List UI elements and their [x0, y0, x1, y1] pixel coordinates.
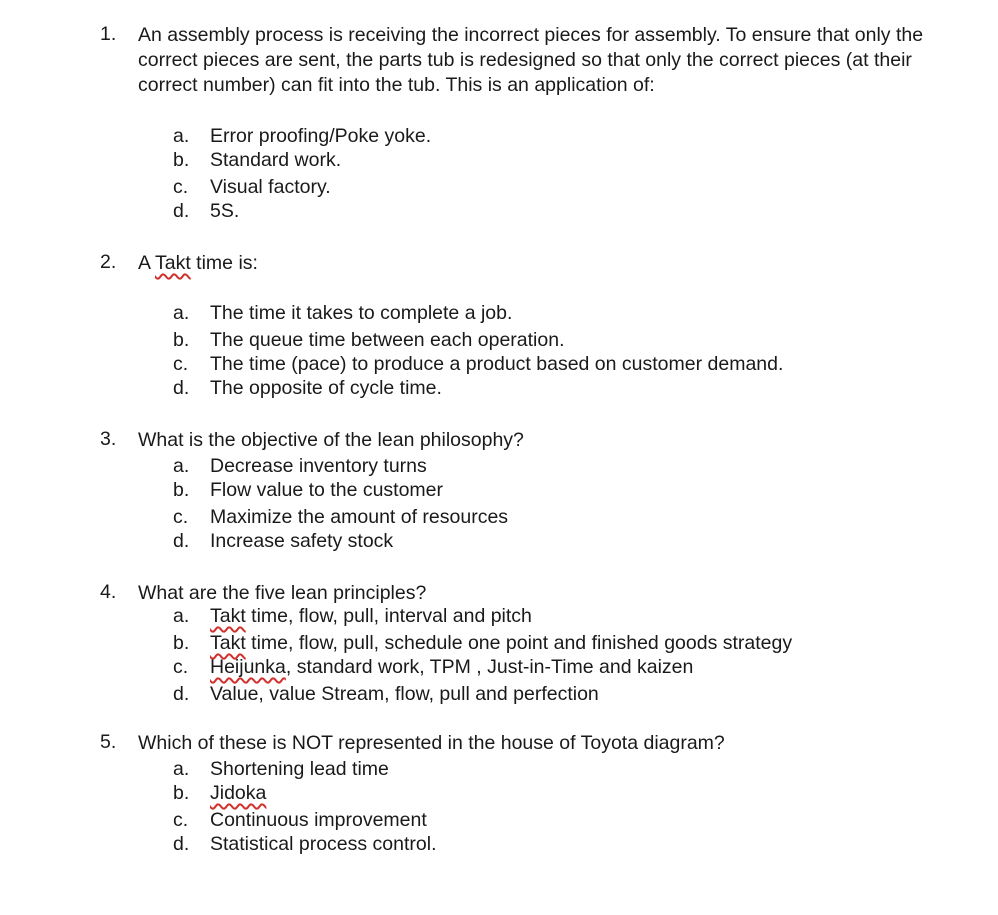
- option-text: Visual factory.: [210, 176, 331, 198]
- option-letter: c.: [173, 809, 189, 831]
- option-letter: b.: [173, 329, 190, 351]
- option-letter: a.: [173, 125, 190, 147]
- option-text: The opposite of cycle time.: [210, 377, 442, 399]
- option-letter: b.: [173, 479, 190, 501]
- option-letter: d.: [173, 530, 190, 552]
- spellcheck-flagged-word: Heijunka: [210, 656, 286, 678]
- option-text: Shortening lead time: [210, 758, 389, 780]
- question-number: 5.: [100, 731, 117, 753]
- option-text: Standard work.: [210, 149, 342, 171]
- option-text: The queue time between each operation.: [210, 329, 565, 351]
- spellcheck-flagged-word: Takt: [155, 252, 191, 274]
- option-text: The time it takes to complete a job.: [210, 302, 513, 324]
- question-number: 3.: [100, 428, 117, 450]
- option-text-rest: time, flow, pull, interval and pitch: [245, 605, 532, 627]
- option-letter: c.: [173, 506, 189, 528]
- option-text: Decrease inventory turns: [210, 455, 427, 477]
- option-text: [210, 632, 792, 655]
- option-letter: d.: [173, 833, 190, 855]
- option-letter: b.: [173, 782, 190, 804]
- option-letter: a.: [173, 758, 190, 780]
- option-text-rest: , standard work, TPM , Just-in-Time and kaizen: [285, 656, 694, 678]
- option-text: [210, 656, 693, 679]
- option-letter: c.: [173, 176, 189, 198]
- option-text: Value, value Stream, flow, pull and perfection: [210, 683, 599, 705]
- option-text: The time (pace) to produce a product based on customer demand.: [210, 353, 784, 375]
- option-letter: d.: [173, 200, 190, 222]
- option-text: Continuous improvement: [210, 809, 427, 831]
- option-text: Error proofing/Poke yoke.: [210, 125, 432, 147]
- option-text: Maximize the amount of resources: [210, 506, 509, 528]
- spellcheck-flagged-word: Jidoka: [210, 782, 267, 804]
- question-text: What is the objective of the lean philosophy?: [138, 429, 524, 451]
- question-number: 2.: [100, 251, 117, 273]
- option-text: Flow value to the customer: [210, 479, 444, 501]
- option-text-rest: time, flow, pull, schedule one point and finished goods strategy: [245, 632, 793, 654]
- option-letter: d.: [173, 377, 190, 399]
- question-text-post: time is:: [190, 252, 258, 274]
- spellcheck-flagged-word: Takt: [210, 632, 246, 654]
- option-letter: a.: [173, 605, 190, 627]
- question-text: Which of these is NOT represented in the house of Toyota diagram?: [138, 732, 725, 754]
- question-text: An assembly process is receiving the incorrect pieces for assembly. To ensure that only the correct pieces are sent, the parts tub is redesigned so that only the correct pieces (at their correct number) can fit into the tub. This is an application of:: [138, 24, 924, 96]
- option-text: 5S.: [210, 200, 240, 222]
- option-text: Statistical process control.: [210, 833, 437, 855]
- option-letter: a.: [173, 302, 190, 324]
- option-letter: b.: [173, 149, 190, 171]
- option-letter: b.: [173, 632, 190, 654]
- option-letter: d.: [173, 683, 190, 705]
- option-text: Increase safety stock: [210, 530, 394, 552]
- question-text-pre: A: [138, 252, 155, 274]
- option-text: [210, 782, 266, 805]
- question-text: [138, 251, 928, 276]
- option-letter: c.: [173, 353, 189, 375]
- question-text: What are the five lean principles?: [138, 582, 427, 604]
- question-number: 4.: [100, 581, 117, 603]
- question-number: 1.: [100, 23, 117, 45]
- option-text: [210, 605, 532, 628]
- spellcheck-flagged-word: Takt: [210, 605, 246, 627]
- option-letter: c.: [173, 656, 189, 678]
- option-letter: a.: [173, 455, 190, 477]
